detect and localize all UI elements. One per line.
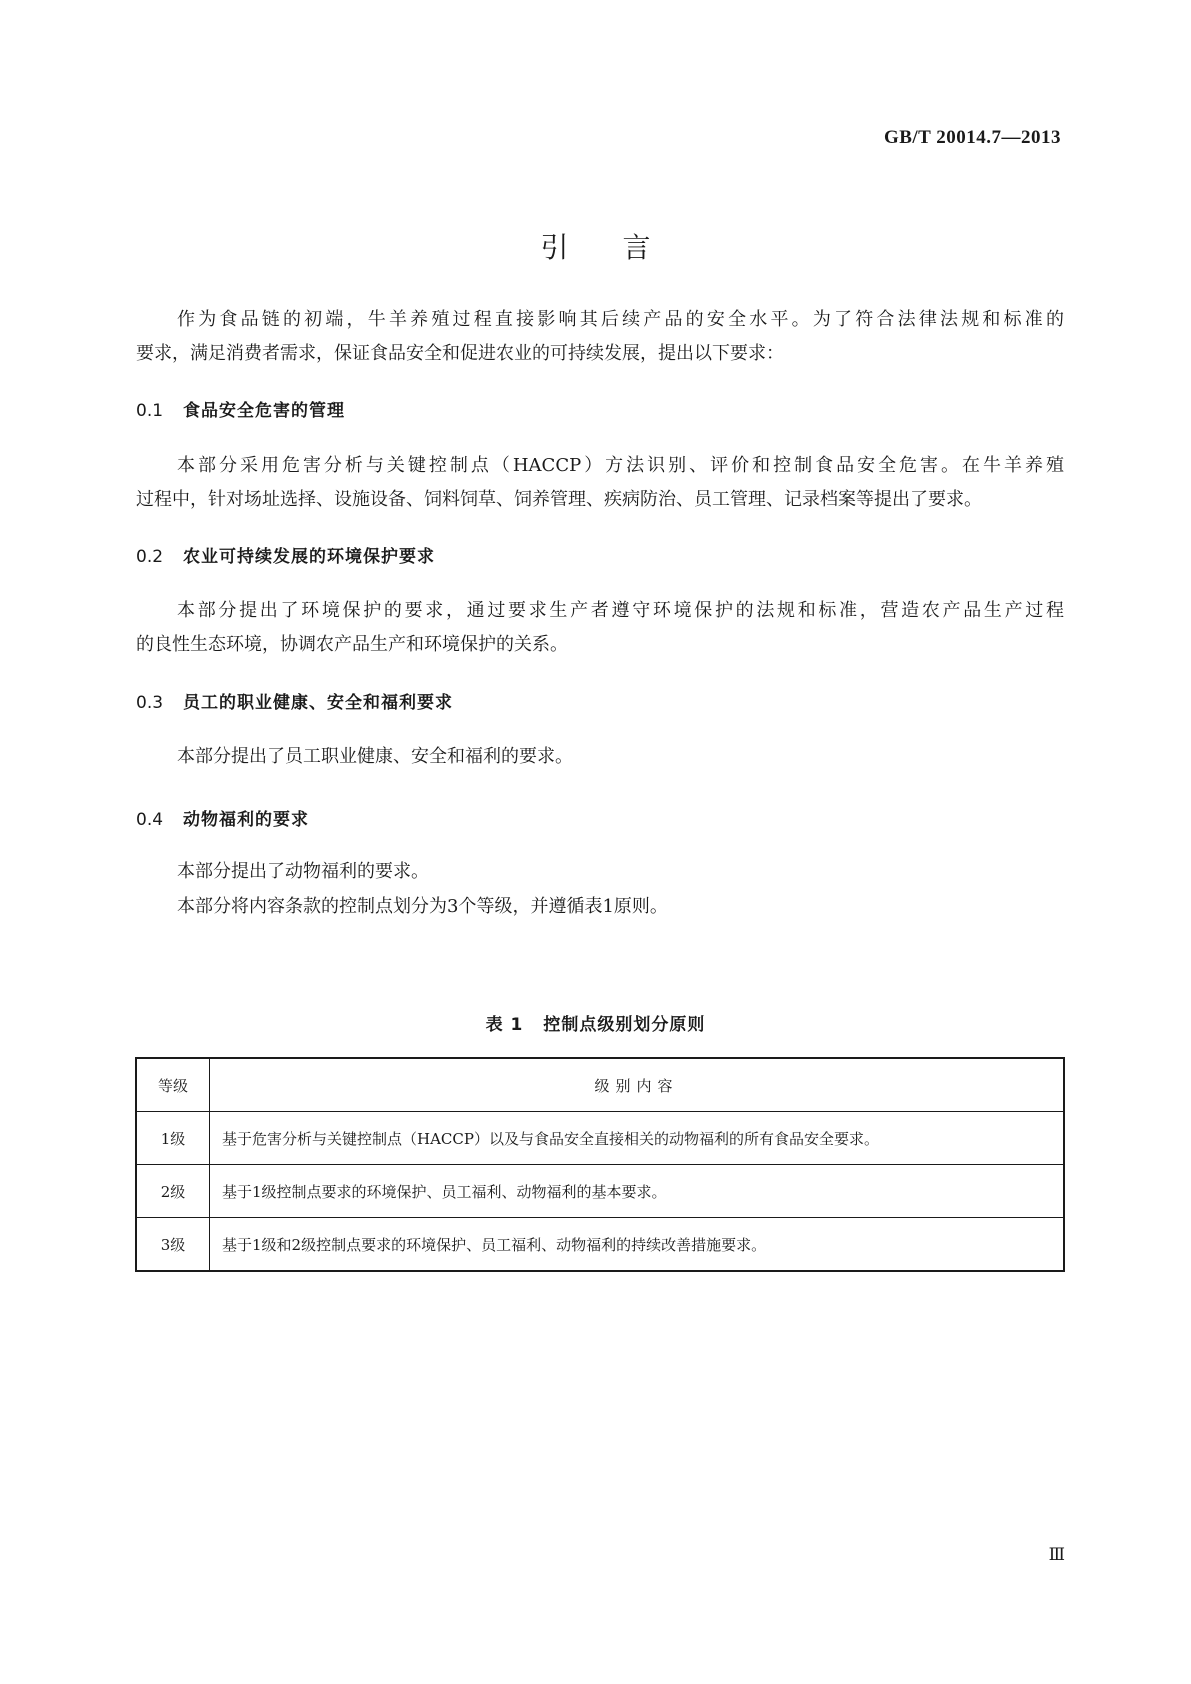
table-caption-label: 表 1 <box>485 1015 524 1035</box>
section-number: 0.1 <box>136 401 164 421</box>
section-heading-0-3 <box>136 688 453 713</box>
table-row <box>136 1218 1064 1272</box>
table-row <box>136 1112 1064 1165</box>
section-paragraph-0-2 <box>136 594 1064 662</box>
section-line-1: 本部分提出了环境保护的要求，通过要求生产者遵守环境保护的法规和标准，营造农产品生产过程 <box>177 600 1064 621</box>
page-number: Ⅲ <box>1048 1545 1065 1564</box>
intro-paragraph <box>136 303 1064 371</box>
level-cell: 2级 <box>136 1165 210 1218</box>
intro-line-2: 要求，满足消费者需求，保证食品安全和促进农业的可持续发展，提出以下要求： <box>136 343 784 364</box>
section-title: 食品安全危害的管理 <box>183 401 345 421</box>
table-header-row <box>136 1058 1064 1112</box>
page-title: 引言 <box>540 231 705 264</box>
section-line-2: 过程中，针对场址选择、设施设备、饲料饲草、饲养管理、疾病防治、员工管理、记录档案等提出了要求。 <box>136 489 982 510</box>
section-heading-0-2 <box>136 542 435 567</box>
header-content: 级别内容 <box>210 1058 1065 1112</box>
section-paragraph-0-4-b: 本部分将内容条款的控制点划分为3个等级，并遵循表1原则。 <box>177 896 668 917</box>
section-title: 农业可持续发展的环境保护要求 <box>183 547 435 567</box>
level-cell: 1级 <box>136 1112 210 1165</box>
standard-number: GB/T 20014.7—2013 <box>883 127 1061 148</box>
level-cell: 3级 <box>136 1218 210 1272</box>
section-title: 动物福利的要求 <box>183 810 309 830</box>
grade-table <box>135 1057 1065 1272</box>
table-row <box>136 1165 1064 1218</box>
section-number: 0.2 <box>136 547 164 567</box>
section-paragraph-0-1 <box>136 449 1064 517</box>
content-cell: 基于1级和2级控制点要求的环境保护、员工福利、动物福利的持续改善措施要求。 <box>210 1218 1065 1272</box>
section-line-2: 的良性生态环境，协调农产品生产和环境保护的关系。 <box>136 634 568 655</box>
section-number: 0.3 <box>136 693 164 713</box>
content-cell: 基于危害分析与关键控制点（HACCP）以及与食品安全直接相关的动物福利的所有食品安全要求。 <box>210 1112 1065 1165</box>
header-level: 等级 <box>136 1058 210 1112</box>
section-paragraph-0-4: 本部分提出了动物福利的要求。 <box>177 861 429 882</box>
content-cell: 基于1级控制点要求的环境保护、员工福利、动物福利的基本要求。 <box>210 1165 1065 1218</box>
section-title: 员工的职业健康、安全和福利要求 <box>183 693 453 713</box>
table-caption <box>0 1010 1191 1035</box>
intro-line-1: 作为食品链的初端，牛羊养殖过程直接影响其后续产品的安全水平。为了符合法律法规和标准的 <box>177 309 1064 330</box>
table-caption-title: 控制点级别划分原则 <box>543 1015 706 1035</box>
section-heading-0-4 <box>136 805 309 830</box>
section-paragraph-0-3: 本部分提出了员工职业健康、安全和福利的要求。 <box>177 746 573 767</box>
section-heading-0-1 <box>136 396 345 421</box>
section-line-1: 本部分采用危害分析与关键控制点（HACCP）方法识别、评价和控制食品安全危害。在牛羊养殖 <box>177 455 1064 476</box>
section-number: 0.4 <box>136 810 164 830</box>
